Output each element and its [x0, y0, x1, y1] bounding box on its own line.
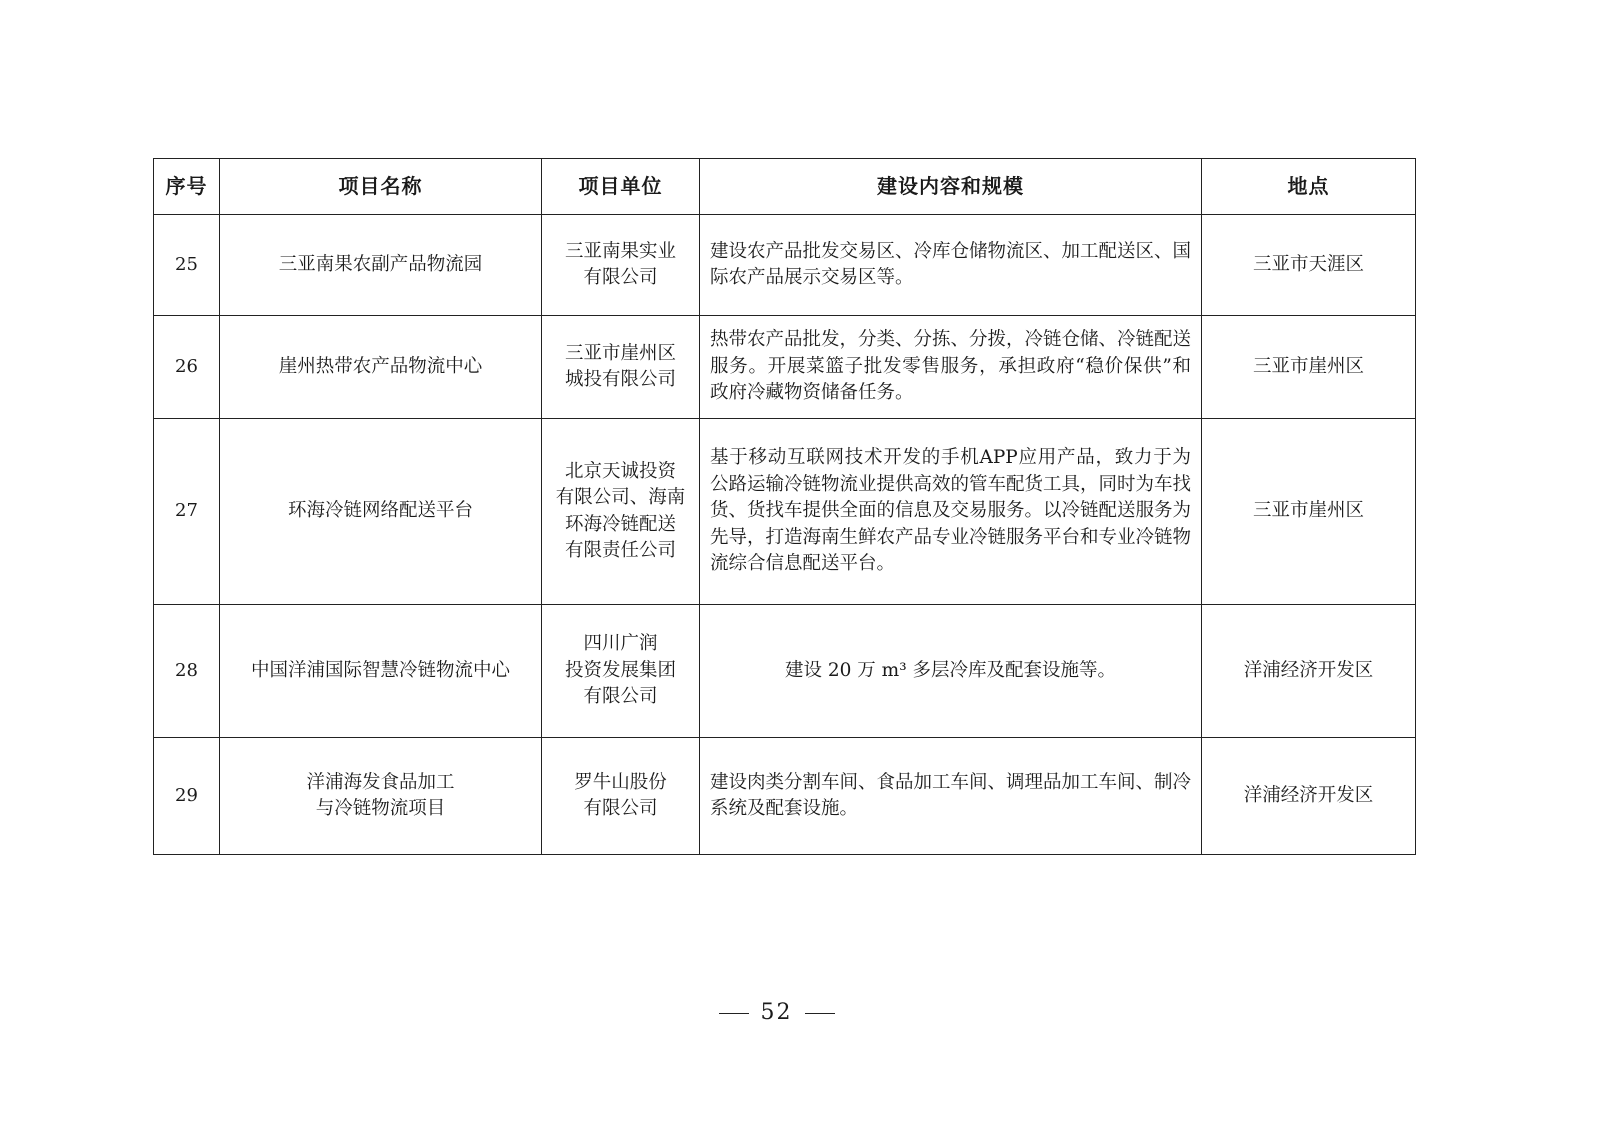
cell-location: 三亚市天涯区	[1202, 215, 1416, 316]
page-number: 52	[760, 1000, 793, 1025]
cell-project-unit: 三亚南果实业 有限公司	[542, 215, 700, 316]
cell-location: 三亚市崖州区	[1202, 316, 1416, 419]
cell-project-unit: 罗牛山股份 有限公司	[542, 738, 700, 855]
header-location: 地点	[1202, 159, 1416, 215]
cell-construction-content: 建设肉类分割车间、食品加工车间、调理品加工车间、制冷系统及配套设施。	[700, 738, 1202, 855]
cell-construction-content: 建设 20 万 m³ 多层冷库及配套设施等。	[700, 605, 1202, 738]
cell-project-name: 三亚南果农副产品物流园	[220, 215, 542, 316]
cell-project-unit: 北京天诚投资 有限公司、海南 环海冷链配送 有限责任公司	[542, 419, 700, 605]
cell-project-name: 崖州热带农产品物流中心	[220, 316, 542, 419]
table-row	[154, 738, 1416, 855]
project-table	[153, 158, 1416, 855]
table-row	[154, 215, 1416, 316]
cell-seq: 27	[154, 419, 220, 605]
cell-project-unit: 四川广润 投资发展集团 有限公司	[542, 605, 700, 738]
header-seq: 序号	[154, 159, 220, 215]
table-row	[154, 605, 1416, 738]
table-row	[154, 316, 1416, 419]
header-construction-content: 建设内容和规模	[700, 159, 1202, 215]
cell-seq: 25	[154, 215, 220, 316]
footer-dash-right	[805, 1013, 835, 1014]
cell-project-name: 洋浦海发食品加工 与冷链物流项目	[220, 738, 542, 855]
table-header-row	[154, 159, 1416, 215]
table-row	[154, 419, 1416, 605]
footer-dash-left	[719, 1013, 749, 1014]
cell-construction-content: 建设农产品批发交易区、冷库仓储物流区、加工配送区、国际农产品展示交易区等。	[700, 215, 1202, 316]
cell-construction-content: 热带农产品批发，分类、分拣、分拨，冷链仓储、冷链配送服务。开展菜篮子批发零售服务，承担政府“稳价保供”和政府冷藏物资储备任务。	[700, 316, 1202, 419]
cell-project-name: 环海冷链网络配送平台	[220, 419, 542, 605]
cell-location: 洋浦经济开发区	[1202, 605, 1416, 738]
cell-project-unit: 三亚市崖州区 城投有限公司	[542, 316, 700, 419]
header-project-name: 项目名称	[220, 159, 542, 215]
cell-seq: 28	[154, 605, 220, 738]
page-footer	[0, 1000, 1553, 1025]
cell-project-name: 中国洋浦国际智慧冷链物流中心	[220, 605, 542, 738]
cell-location: 三亚市崖州区	[1202, 419, 1416, 605]
cell-seq: 26	[154, 316, 220, 419]
header-project-unit: 项目单位	[542, 159, 700, 215]
cell-construction-content: 基于移动互联网技术开发的手机APP应用产品，致力于为公路运输冷链物流业提供高效的管车配货工具，同时为车找货、货找车提供全面的信息及交易服务。以冷链配送服务为先导，打造海南生鲜农产品专业冷链服务平台和专业冷链物流综合信息配送平台。	[700, 419, 1202, 605]
cell-seq: 29	[154, 738, 220, 855]
cell-location: 洋浦经济开发区	[1202, 738, 1416, 855]
